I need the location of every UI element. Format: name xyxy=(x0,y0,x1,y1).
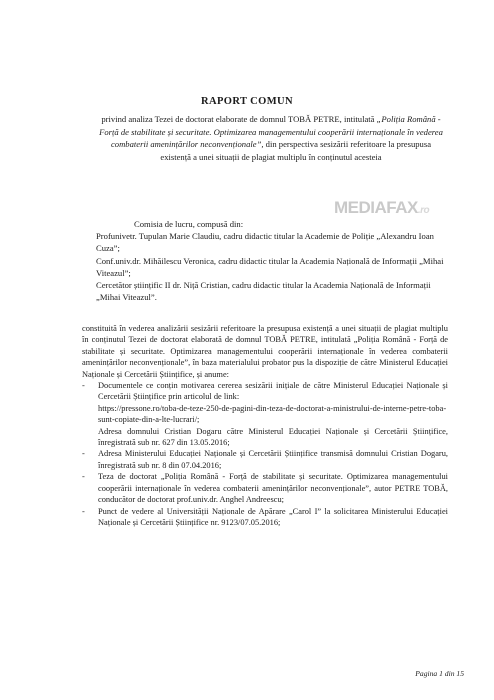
list-dash: - xyxy=(82,381,85,391)
list-dash: - xyxy=(82,449,85,459)
reference-text: Punct de vedere al Universității Naționale de Apărare „Carol I” la solicitarea Ministerului Educației Naționale și Cercetării Științifice nr. 9123/07.05.2016; xyxy=(98,506,448,527)
reference-text: Documentele ce conțin motivarea cererea sesizării inițiale de către Ministerul Educației Naționale și Cercetării Științifice prin articolul de link: xyxy=(98,381,448,402)
reference-list xyxy=(82,380,448,528)
page-number: Pagina 1 din 15 xyxy=(415,669,464,678)
list-item xyxy=(82,506,448,529)
list-dash: - xyxy=(82,472,85,482)
commission-member: Profunivetr. Tupulan Marie Claudiu, cadru didactic titular la Academie de Poliție „Alexandru Ioan Cuza”; xyxy=(96,231,434,254)
watermark-text: MEDIAFAX xyxy=(334,198,418,217)
list-item xyxy=(82,380,448,448)
list-dash: - xyxy=(82,506,85,516)
report-title: RAPORT COMUN xyxy=(200,96,294,107)
report-body xyxy=(82,323,448,528)
list-item xyxy=(82,471,448,505)
intro-perspective: din perspectiva sesizării referitoare la presupusa existență a unei situații de plagiat multiplu în conținutul acesteia xyxy=(160,139,432,162)
list-item xyxy=(82,448,448,471)
report-intro xyxy=(96,113,446,163)
watermark-suffix: .ro xyxy=(417,205,430,216)
intro-line: privind analiza Tezei de doctorat elaborate de domnul TOBĂ PETRE, intitulată xyxy=(101,114,375,124)
commission-block xyxy=(96,218,446,303)
reference-extra: Adresa domnului Cristian Dogaru către Ministerul Educației Naționale și Cercetării Științifice, înregistrată sub nr. 627 din 13.05.2016; xyxy=(98,426,448,448)
mediafax-watermark xyxy=(334,198,450,216)
body-paragraph: constituită în vederea analizării sesizării referitoare la presupusa existență a unei situații de plagiat multiplu în conținutul Tezei de doctorat elaborată de domnul TOBĂ PETRE, intitulată „Poliția Română - Forță de stabilitate și securitate. Optimizarea managementului cooperării internaționale în vederea combaterii amenințărilor neconvenționale”, în baza materialului probator pus la dispoziție de către Ministerul Educației Naționale și Cercetării Științifice, și anume: xyxy=(82,324,448,379)
commission-lead: Comisia de lucru, compusă din: xyxy=(134,219,244,229)
reference-text: Teza de doctorat „Poliția Română - Forță de stabilitate și securitate. Optimizarea managementului cooperării internaționale în vederea combaterii amenințărilor neconvenționale”, autor PETRE TOBĂ, conducător de doctorat prof.univ.dr. Anghel Andreescu; xyxy=(98,472,448,505)
commission-member: Conf.univ.dr. Mihăilescu Veronica, cadru didactic titular la Academia Națională de Informații „Mihai Viteazul”; xyxy=(96,255,444,278)
reference-link[interactable]: https://pressone.ro/toba-de-teze-250-de-pagini-din-teza-de-doctorat-a-ministrului-de-interne-petre-toba-sunt-copiate-din-a-lte-lucrari/; xyxy=(98,403,447,425)
reference-text: Adresa Ministerului Educației Naționale și Cercetării Științifice transmisă domnului Cristian Dogaru, înregistrată sub nr. 8 din 07.04.2016; xyxy=(98,449,448,470)
thesis-title: „Poliția Română - Forță de stabilitate și securitate. Optimizarea managementului cooperării internaționale în vederea combaterii amenințărilor neconvenționale”, xyxy=(99,114,443,150)
commission-member: Cercetător științific II dr. Niță Cristian, cadru didactic titular la Academia Națională de Informații „Mihai Viteazul”. xyxy=(96,280,431,303)
